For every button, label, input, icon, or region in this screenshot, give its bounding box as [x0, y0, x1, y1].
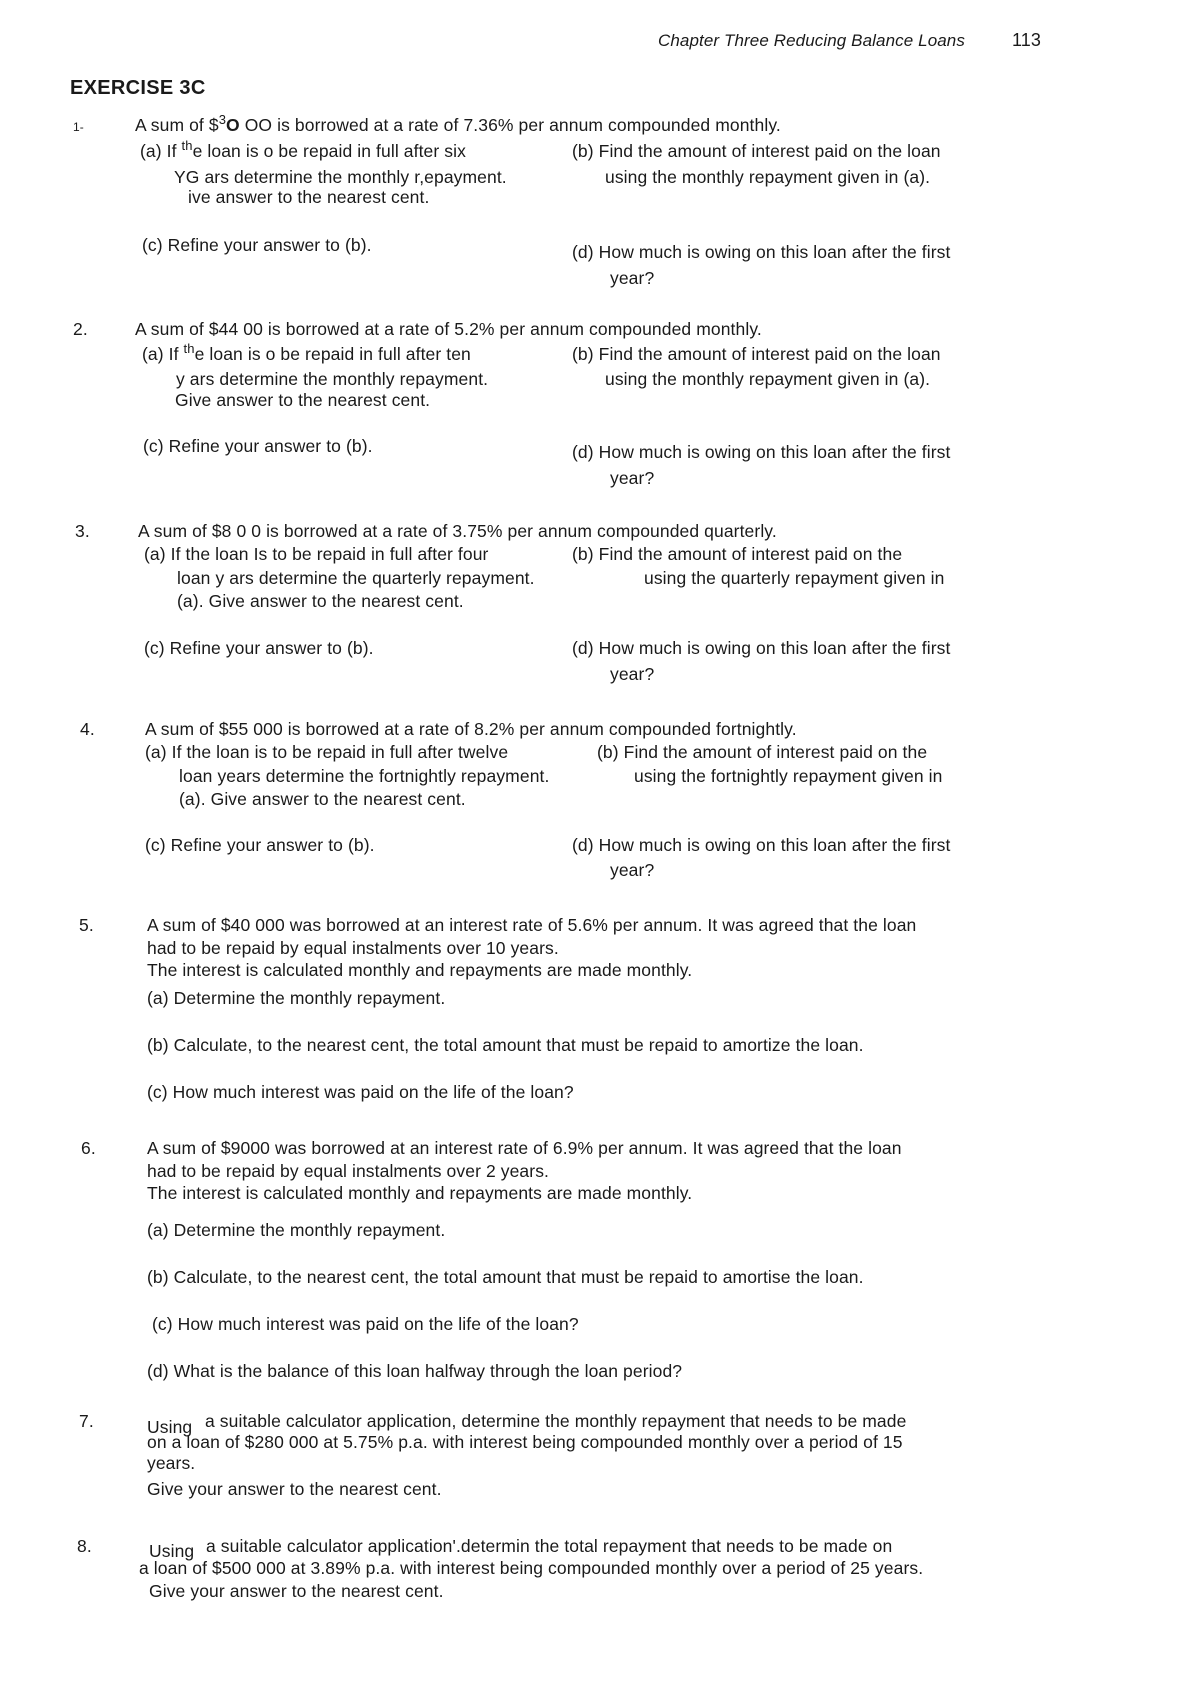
part-b-line: (b) Find the amount of interest paid on the [597, 742, 928, 762]
using-word: Using [147, 1417, 193, 1437]
part-c: (c) Refine your answer to (b). [144, 638, 374, 658]
question-line: a loan of $500 000 at 3.89% p.a. with interest being compounded monthly over a period of 25 years. [139, 1558, 924, 1578]
question-number: 3. [75, 521, 90, 541]
part-c: (c) Refine your answer to (b). [142, 235, 372, 255]
question-stem-line: A sum of $9000 was borrowed at an interest rate of 6.9% per annum. It was agreed that the loan [147, 1138, 902, 1158]
part-b-line: using the monthly repayment given in (a). [605, 369, 931, 389]
part-b: (b) Calculate, to the nearest cent, the total amount that must be repaid to amortize the loan. [147, 1035, 864, 1055]
part-c: (c) How much interest was paid on the life of the loan? [152, 1314, 579, 1334]
question-stem: A sum of $55 000 is borrowed at a rate of 8.2% per annum compounded fortnightly. [145, 719, 797, 739]
part-a-line: (a). Give answer to the nearest cent. [177, 591, 464, 611]
part-a-line: ive answer to the nearest cent. [188, 187, 430, 207]
question-number: 8. [77, 1536, 92, 1556]
part-a: (a) Determine the monthly repayment. [147, 988, 446, 1008]
question-number: 6. [81, 1138, 96, 1158]
question-line: a suitable calculator application, determine the monthly repayment that needs to be made [205, 1411, 907, 1431]
question-line: a suitable calculator application'.determin the total repayment that needs to be made on [206, 1536, 893, 1556]
part-c: (c) How much interest was paid on the life of the loan? [147, 1082, 574, 1102]
part-b-line: using the monthly repayment given in (a). [605, 167, 931, 187]
part-d-line: year? [610, 860, 655, 880]
part-d-line: (d) How much is owing on this loan after the first [572, 442, 951, 462]
part-b: (b) Calculate, to the nearest cent, the total amount that must be repaid to amortise the loan. [147, 1267, 864, 1287]
part-a-line: loan years determine the fortnightly repayment. [179, 766, 550, 786]
question-stem: A sum of $8 0 0 is borrowed at a rate of 3.75% per annum compounded quarterly. [138, 521, 777, 541]
stem-text: A sum of $ [135, 115, 219, 135]
page-number: 113 [1012, 30, 1041, 50]
part-d-line: year? [610, 468, 655, 488]
part-a-line: Give answer to the nearest cent. [175, 390, 431, 410]
part-superscript: th [183, 341, 195, 357]
question-stem: A sum of $44 00 is borrowed at a rate of 5.2% per annum compounded monthly. [135, 319, 762, 339]
part-b-line: (b) Find the amount of interest paid on the loan [572, 344, 941, 364]
question-stem [135, 114, 781, 136]
part-d-line: year? [610, 268, 655, 288]
part-a-line: y ars determine the monthly repayment. [176, 369, 489, 389]
question-line: years. [147, 1453, 196, 1473]
question-line: Give your answer to the nearest cent. [147, 1479, 442, 1499]
part-c: (c) Refine your answer to (b). [143, 436, 373, 456]
part-d-line: (d) How much is owing on this loan after the first [572, 638, 951, 658]
part-a-line: loan y ars determine the quarterly repayment. [177, 568, 535, 588]
running-header: Chapter Three Reducing Balance Loans [658, 31, 965, 50]
using-word: Using [149, 1541, 195, 1561]
stem-text: OO is borrowed at a rate of 7.36% per annum compounded monthly. [239, 115, 781, 135]
part-a-line: (a). Give answer to the nearest cent. [179, 789, 466, 809]
question-stem-line: The interest is calculated monthly and repayments are made monthly. [147, 960, 693, 980]
part-d-line: (d) How much is owing on this loan after the first [572, 242, 951, 262]
part-d: (d) What is the balance of this loan halfway through the loan period? [147, 1361, 683, 1381]
part-text: e loan is o be repaid in full after six [192, 141, 466, 161]
question-stem-line: had to be repaid by equal instalments over 2 years. [147, 1161, 550, 1181]
part-a: (a) Determine the monthly repayment. [147, 1220, 446, 1240]
part-b-line: using the fortnightly repayment given in [634, 766, 943, 786]
question-number: 5. [79, 915, 94, 935]
part-c: (c) Refine your answer to (b). [145, 835, 375, 855]
part-text: (a) If [140, 141, 182, 161]
part-text: (a) If [142, 344, 184, 364]
question-stem-line: A sum of $40 000 was borrowed at an interest rate of 5.6% per annum. It was agreed that the loan [147, 915, 917, 935]
stem-bold-text: O [226, 115, 240, 135]
part-a-line [142, 343, 471, 365]
part-b-line: using the quarterly repayment given in [644, 568, 945, 588]
part-superscript: th [181, 138, 193, 154]
question-stem-line: The interest is calculated monthly and repayments are made monthly. [147, 1183, 693, 1203]
question-number: 2. [73, 319, 88, 339]
part-text: e loan is o be repaid in full after ten [194, 344, 471, 364]
part-b-line: (b) Find the amount of interest paid on the loan [572, 141, 941, 161]
part-a-line: (a) If the loan Is to be repaid in full after four [144, 544, 489, 564]
question-number: 7. [79, 1411, 94, 1431]
question-stem-line: had to be repaid by equal instalments over 10 years. [147, 938, 559, 958]
exercise-title: EXERCISE 3C [70, 77, 206, 99]
question-number: 1- [73, 120, 84, 134]
question-line: Give your answer to the nearest cent. [149, 1581, 444, 1601]
part-d-line: year? [610, 664, 655, 684]
question-number: 4. [80, 719, 95, 739]
question-line: on a loan of $280 000 at 5.75% p.a. with interest being compounded monthly over a period of 15 [147, 1432, 903, 1452]
part-a-line: YG ars determine the monthly r,epayment. [174, 167, 507, 187]
part-a-line [140, 140, 466, 162]
part-d-line: (d) How much is owing on this loan after the first [572, 835, 951, 855]
stem-superscript: 3 [218, 112, 227, 128]
part-a-line: (a) If the loan is to be repaid in full after twelve [145, 742, 509, 762]
part-b-line: (b) Find the amount of interest paid on the [572, 544, 903, 564]
